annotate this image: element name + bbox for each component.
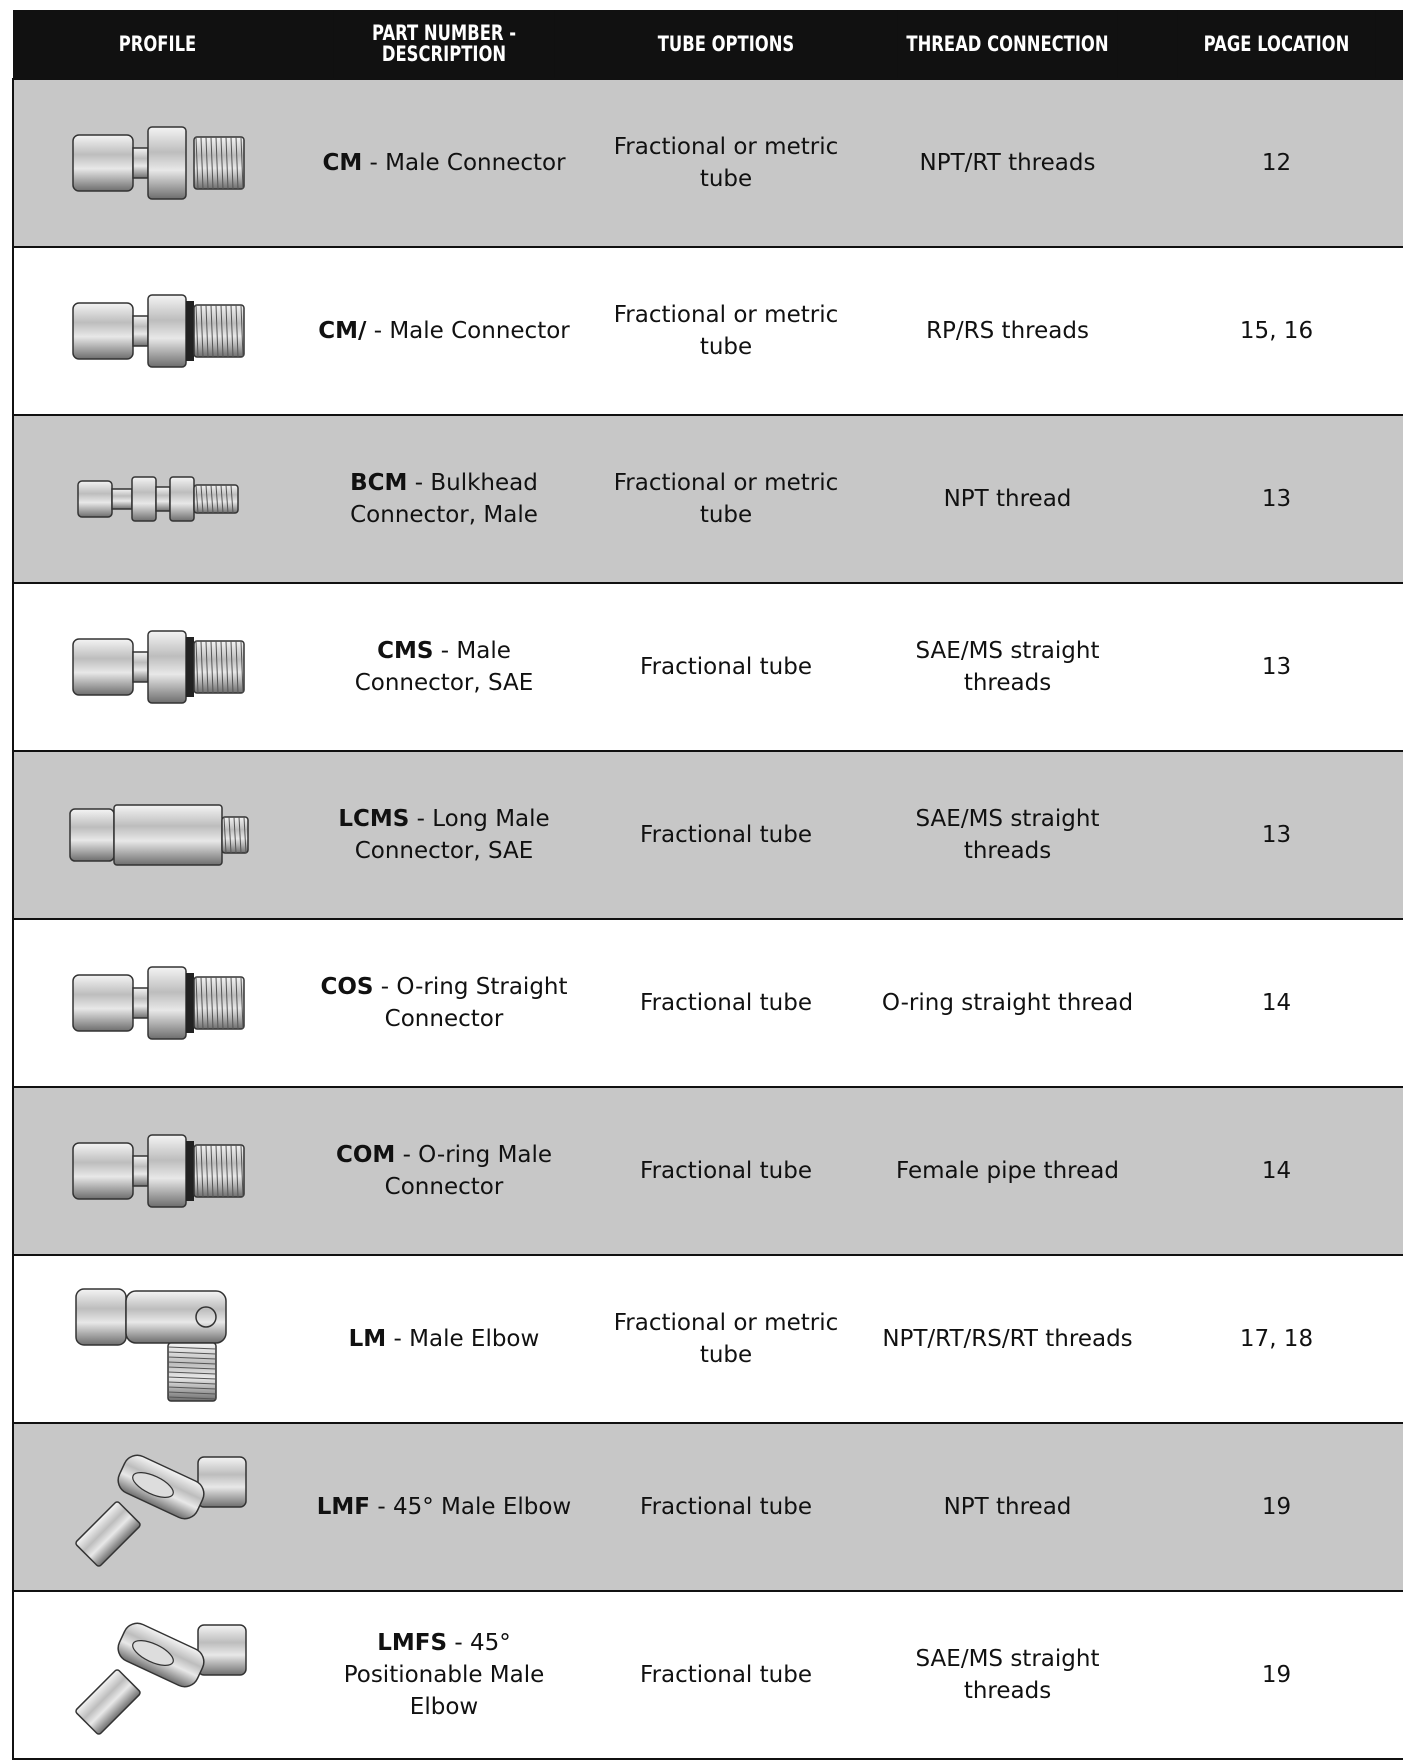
thread-connection-cell: Female pipe thread	[866, 1087, 1149, 1255]
thread-connection-cell: SAE/MS straight threads	[866, 1591, 1149, 1759]
part-number-cell	[302, 583, 586, 751]
table-row	[13, 751, 1403, 919]
tube-options-cell: Fractional or metric tube	[586, 1255, 866, 1423]
thread-connection-cell: RP/RS threads	[866, 247, 1149, 415]
page-location-cell: 13	[1149, 751, 1403, 919]
part-description: - Male Connector	[366, 318, 570, 344]
part-description: - 45° Positionable Male Elbow	[343, 1630, 545, 1720]
table-row	[13, 415, 1403, 583]
part-number-cell	[302, 919, 586, 1087]
part-code: BCM	[350, 470, 408, 496]
header-profile: PROFILE	[45, 10, 270, 79]
fitting-profile-image	[58, 429, 258, 569]
part-number-cell	[302, 1423, 586, 1591]
fitting-profile-image	[58, 1269, 258, 1409]
page-location-cell: 14	[1149, 1087, 1403, 1255]
profile-cell	[13, 919, 302, 1087]
table-body	[13, 79, 1403, 1759]
thread-connection-cell: NPT/RT threads	[866, 79, 1149, 247]
profile-cell	[13, 247, 302, 415]
fitting-table-container	[12, 10, 1403, 1752]
tube-options-cell: Fractional or metric tube	[586, 415, 866, 583]
table-row	[13, 1423, 1403, 1591]
table-row	[13, 919, 1403, 1087]
part-number-cell	[302, 415, 586, 583]
header-row	[13, 10, 1403, 79]
tube-options-cell: Fractional tube	[586, 583, 866, 751]
table-row	[13, 583, 1403, 751]
thread-connection-cell: NPT/RT/RS/RT threads	[866, 1255, 1149, 1423]
profile-cell	[13, 79, 302, 247]
header-tube-options: TUBE OPTIONS	[617, 10, 835, 79]
tube-options-cell: Fractional tube	[586, 751, 866, 919]
tube-options-cell: Fractional or metric tube	[586, 247, 866, 415]
profile-cell	[13, 751, 302, 919]
header-page-location: PAGE LOCATION	[1177, 10, 1376, 79]
page-location-cell: 13	[1149, 583, 1403, 751]
fitting-profile-image	[58, 933, 258, 1073]
part-number-cell	[302, 1591, 586, 1759]
tube-options-cell: Fractional tube	[586, 1423, 866, 1591]
table-row	[13, 1087, 1403, 1255]
thread-connection-cell: O-ring straight thread	[866, 919, 1149, 1087]
thread-connection-cell: SAE/MS straight threads	[866, 583, 1149, 751]
page-location-cell: 14	[1149, 919, 1403, 1087]
part-number-cell	[302, 1087, 586, 1255]
part-description: - O-ring Straight Connector	[373, 974, 568, 1032]
fitting-table	[12, 10, 1403, 1760]
profile-cell	[13, 583, 302, 751]
fitting-profile-image	[58, 1605, 258, 1745]
header-part-number-line2: DESCRIPTION	[381, 42, 507, 66]
part-description: - Male Connector, SAE	[354, 638, 534, 696]
part-description: - O-ring Male Connector	[384, 1142, 553, 1200]
fitting-profile-image	[58, 93, 258, 233]
fitting-profile-image	[58, 1437, 258, 1577]
part-code: LMFS	[377, 1630, 448, 1656]
page-location-cell: 19	[1149, 1591, 1403, 1759]
fitting-profile-image	[58, 1101, 258, 1241]
fitting-profile-image	[58, 765, 258, 905]
profile-cell	[13, 1087, 302, 1255]
part-code: LMF	[316, 1494, 371, 1520]
tube-options-cell: Fractional or metric tube	[586, 79, 866, 247]
page-location-cell: 15, 16	[1149, 247, 1403, 415]
header-part-number	[333, 10, 555, 79]
profile-cell	[13, 1591, 302, 1759]
fitting-profile-image	[58, 261, 258, 401]
part-number-cell	[302, 247, 586, 415]
part-description: - Long Male Connector, SAE	[354, 806, 550, 864]
table-row	[13, 79, 1403, 247]
table-row	[13, 247, 1403, 415]
part-code: CM/	[318, 318, 367, 344]
profile-cell	[13, 1423, 302, 1591]
header-part-number-line1: PART NUMBER -	[371, 21, 517, 45]
fitting-profile-image	[58, 597, 258, 737]
table-row	[13, 1591, 1403, 1759]
part-code: COS	[320, 974, 374, 1000]
thread-connection-cell: NPT thread	[866, 1423, 1149, 1591]
profile-cell	[13, 415, 302, 583]
part-number-cell	[302, 1255, 586, 1423]
thread-connection-cell: SAE/MS straight threads	[866, 751, 1149, 919]
part-number-cell	[302, 751, 586, 919]
profile-cell	[13, 1255, 302, 1423]
part-description: - Male Elbow	[386, 1326, 540, 1352]
part-description: - Male Connector	[362, 150, 566, 176]
part-code: LM	[348, 1326, 387, 1352]
table-row	[13, 1255, 1403, 1423]
tube-options-cell: Fractional tube	[586, 919, 866, 1087]
part-description: - Bulkhead Connector, Male	[350, 470, 538, 528]
part-code: CMS	[377, 638, 434, 664]
tube-options-cell: Fractional tube	[586, 1087, 866, 1255]
header-thread-connection: THREAD CONNECTION	[897, 10, 1118, 79]
tube-options-cell: Fractional tube	[586, 1591, 866, 1759]
part-code: CM	[322, 150, 363, 176]
part-number-cell	[302, 79, 586, 247]
thread-connection-cell: NPT thread	[866, 415, 1149, 583]
part-description: - 45° Male Elbow	[370, 1494, 572, 1520]
page-location-cell: 13	[1149, 415, 1403, 583]
page-location-cell: 17, 18	[1149, 1255, 1403, 1423]
page-location-cell: 12	[1149, 79, 1403, 247]
part-code: COM	[335, 1142, 396, 1168]
part-code: LCMS	[338, 806, 410, 832]
page-location-cell: 19	[1149, 1423, 1403, 1591]
